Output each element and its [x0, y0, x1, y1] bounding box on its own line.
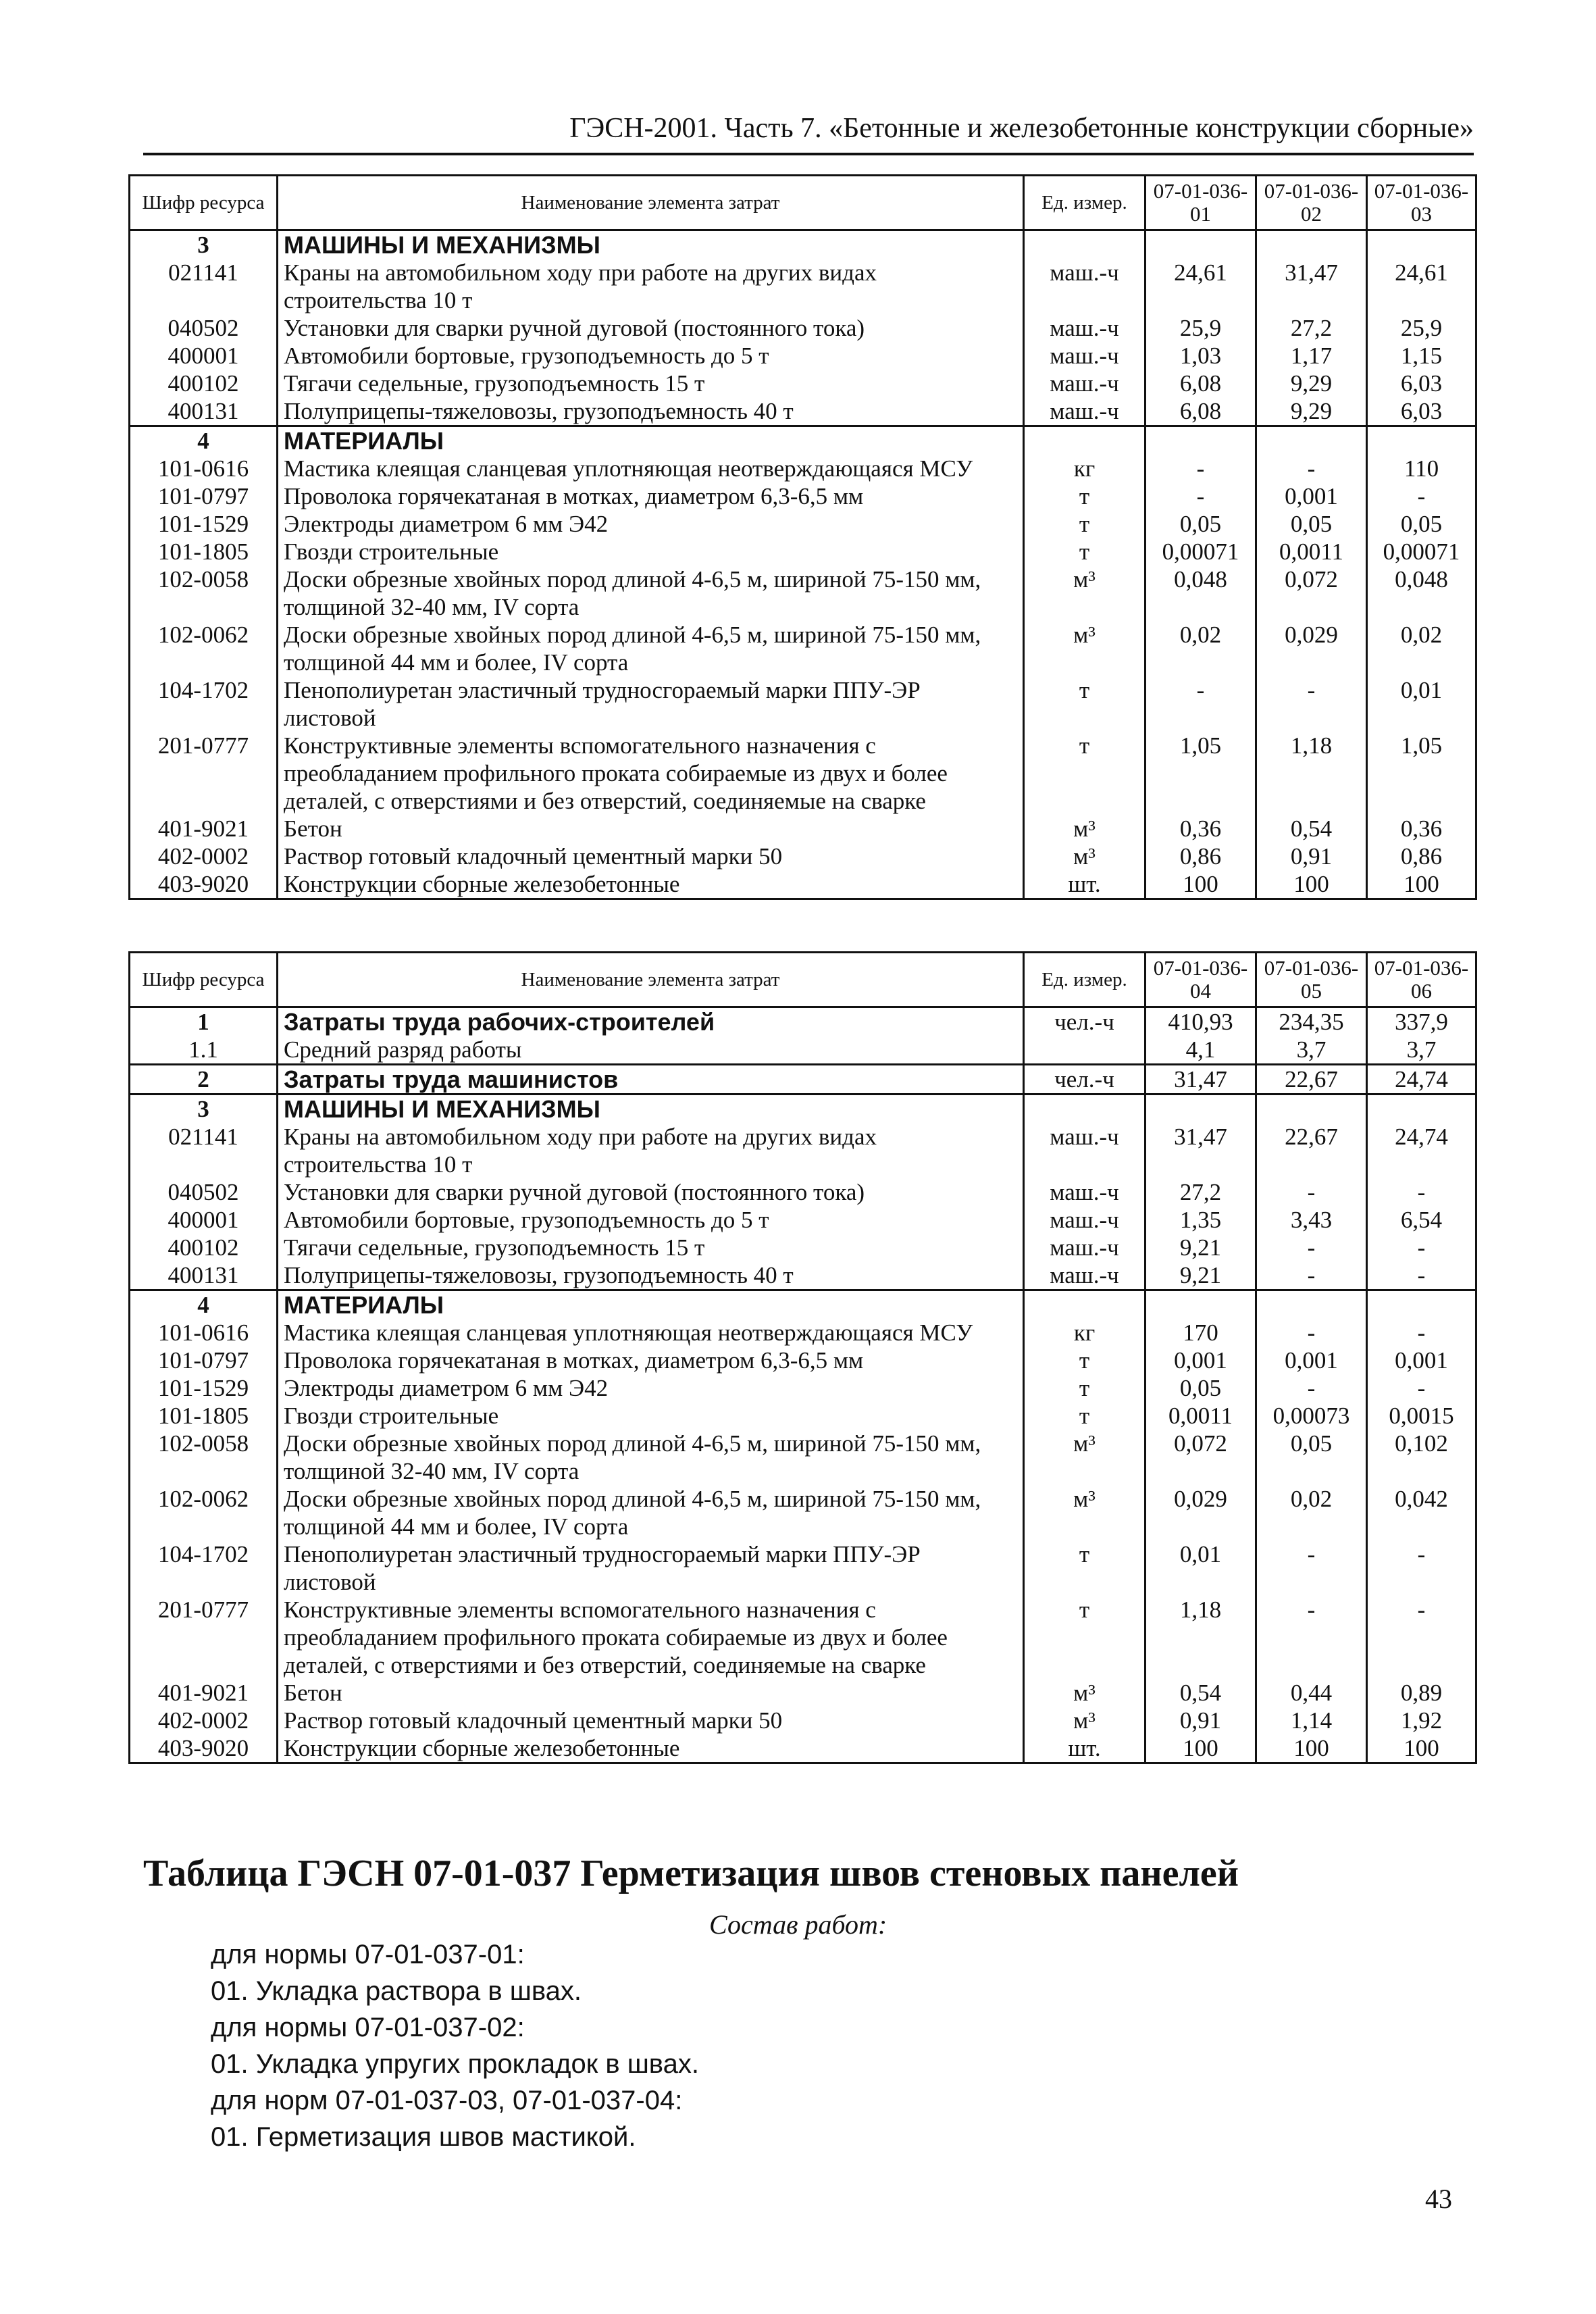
table-row — [130, 842, 1476, 870]
value-col-3: 1,92 — [1367, 1707, 1476, 1734]
resource-code: 400102 — [130, 1234, 278, 1261]
resource-code: 021141 — [130, 259, 278, 314]
table-row — [130, 1290, 1476, 1319]
resource-name: Пенополиуретан эластичный трудносгораемый марки ППУ-ЭР листовой — [278, 676, 1024, 732]
value-col-2: 9,29 — [1256, 370, 1367, 397]
unit: маш.-ч — [1024, 314, 1145, 342]
work-item: для норм 07-01-037-03, 07-01-037-04: — [211, 2086, 683, 2115]
value-col-2: 0,02 — [1256, 1485, 1367, 1540]
resource-name: Пенополиуретан эластичный трудносгораемый марки ППУ-ЭР листовой — [278, 1540, 1024, 1596]
value-col-3: 100 — [1367, 1734, 1476, 1763]
resource-code: 101-0616 — [130, 455, 278, 482]
unit: м³ — [1024, 565, 1145, 621]
table-row — [130, 1596, 1476, 1679]
value-col-2: - — [1256, 1596, 1367, 1679]
unit: маш.-ч — [1024, 1234, 1145, 1261]
value-col-3: 1,15 — [1367, 342, 1476, 370]
value-col-3: 6,03 — [1367, 370, 1476, 397]
resource-name: Тягачи седельные, грузоподъемность 15 т — [278, 370, 1024, 397]
resource-code: 400131 — [130, 397, 278, 426]
unit: м³ — [1024, 1485, 1145, 1540]
value-col-1: 9,21 — [1145, 1234, 1256, 1261]
resource-name: Установки для сварки ручной дуговой (постоянного тока) — [278, 314, 1024, 342]
value-col-1 — [1145, 1290, 1256, 1319]
resource-name: Тягачи седельные, грузоподъемность 15 т — [278, 1234, 1024, 1261]
resource-name: Автомобили бортовые, грузоподъемность до 5 т — [278, 1206, 1024, 1234]
resource-code: 4 — [130, 1290, 278, 1319]
resource-name: Доски обрезные хвойных пород длиной 4-6,5 м, шириной 75-150 мм, толщиной 44 мм и более, IV сорта — [278, 1485, 1024, 1540]
unit: т — [1024, 538, 1145, 565]
resource-name: Доски обрезные хвойных пород длиной 4-6,5 м, шириной 75-150 мм, толщиной 44 мм и более, IV сорта — [278, 621, 1024, 676]
value-col-3 — [1367, 230, 1476, 259]
unit: маш.-ч — [1024, 1261, 1145, 1290]
table-row — [130, 1095, 1476, 1124]
value-col-1 — [1145, 1095, 1256, 1124]
table-row — [130, 1036, 1476, 1065]
resource-code: 3 — [130, 230, 278, 259]
resource-name: Конструктивные элементы вспомогательного назначения с преобладанием профильного проката собираемые из двух и более деталей, с отверстиями и без отверстий, соединяемые на сварке — [278, 732, 1024, 815]
unit: маш.-ч — [1024, 370, 1145, 397]
resource-name: Затраты труда рабочих-строителей — [278, 1007, 1024, 1036]
value-col-1: 27,2 — [1145, 1178, 1256, 1206]
unit: маш.-ч — [1024, 259, 1145, 314]
value-col-1: 0,91 — [1145, 1707, 1256, 1734]
resource-code: 1 — [130, 1007, 278, 1036]
resource-code: 102-0058 — [130, 565, 278, 621]
work-composition-list — [211, 1936, 699, 2155]
value-col-2: - — [1256, 1540, 1367, 1596]
unit: кг — [1024, 455, 1145, 482]
table-row — [130, 1734, 1476, 1763]
value-col-3: 3,7 — [1367, 1036, 1476, 1065]
value-col-1: 25,9 — [1145, 314, 1256, 342]
resource-name: Раствор готовый кладочный цементный марки 50 — [278, 842, 1024, 870]
value-col-3: - — [1367, 482, 1476, 510]
unit: т — [1024, 732, 1145, 815]
value-col-2 — [1256, 1095, 1367, 1124]
resource-name: Установки для сварки ручной дуговой (постоянного тока) — [278, 1178, 1024, 1206]
resource-name: Краны на автомобильном ходу при работе на других видах строительства 10 т — [278, 259, 1024, 314]
col-header-norm-02: 07-01-036-02 — [1256, 176, 1367, 230]
resource-code: 102-0062 — [130, 621, 278, 676]
resource-name: Электроды диаметром 6 мм Э42 — [278, 1374, 1024, 1402]
table-row — [130, 1374, 1476, 1402]
value-col-1: - — [1145, 676, 1256, 732]
value-col-2 — [1256, 230, 1367, 259]
value-col-1: 0,02 — [1145, 621, 1256, 676]
value-col-2: - — [1256, 1234, 1367, 1261]
value-col-1: 0,05 — [1145, 1374, 1256, 1402]
value-col-1: 100 — [1145, 870, 1256, 899]
table-row — [130, 1679, 1476, 1707]
unit — [1024, 230, 1145, 259]
value-col-3 — [1367, 1095, 1476, 1124]
value-col-1: 0,029 — [1145, 1485, 1256, 1540]
value-col-2: 100 — [1256, 870, 1367, 899]
value-col-2: 3,43 — [1256, 1206, 1367, 1234]
work-item: для нормы 07-01-037-02: — [211, 2013, 525, 2042]
unit: т — [1024, 676, 1145, 732]
value-col-3: 337,9 — [1367, 1007, 1476, 1036]
value-col-3: - — [1367, 1234, 1476, 1261]
value-col-3: 1,05 — [1367, 732, 1476, 815]
resource-name: МАТЕРИАЛЫ — [278, 1290, 1024, 1319]
value-col-3: 0,36 — [1367, 815, 1476, 842]
value-col-3: - — [1367, 1540, 1476, 1596]
value-col-3: 24,74 — [1367, 1123, 1476, 1178]
value-col-2: 0,91 — [1256, 842, 1367, 870]
resource-name: Средний разряд работы — [278, 1036, 1024, 1065]
resource-name: Гвозди строительные — [278, 1402, 1024, 1430]
resource-code: 201-0777 — [130, 732, 278, 815]
resource-code: 401-9021 — [130, 815, 278, 842]
resource-name: Бетон — [278, 1679, 1024, 1707]
value-col-3: 0,0015 — [1367, 1402, 1476, 1430]
value-col-3: 0,048 — [1367, 565, 1476, 621]
table-row — [130, 1178, 1476, 1206]
value-col-1: 0,00071 — [1145, 538, 1256, 565]
resource-code: 101-0797 — [130, 482, 278, 510]
unit: т — [1024, 1540, 1145, 1596]
unit: кг — [1024, 1319, 1145, 1347]
resource-code: 400131 — [130, 1261, 278, 1290]
unit: шт. — [1024, 1734, 1145, 1763]
value-col-1: 0,86 — [1145, 842, 1256, 870]
resource-code: 402-0002 — [130, 1707, 278, 1734]
value-col-1: 31,47 — [1145, 1123, 1256, 1178]
value-col-2: 0,54 — [1256, 815, 1367, 842]
value-col-3: 24,74 — [1367, 1065, 1476, 1095]
value-col-2: - — [1256, 1319, 1367, 1347]
value-col-1: 1,35 — [1145, 1206, 1256, 1234]
unit: м³ — [1024, 815, 1145, 842]
resource-name: Полуприцепы-тяжеловозы, грузоподъемность 40 т — [278, 1261, 1024, 1290]
unit: т — [1024, 1374, 1145, 1402]
value-col-3: 6,03 — [1367, 397, 1476, 426]
table-row — [130, 1540, 1476, 1596]
resource-table-036-04-06 — [128, 951, 1477, 1764]
table-row — [130, 1347, 1476, 1374]
table-row — [130, 259, 1476, 314]
resource-code: 101-1805 — [130, 538, 278, 565]
resource-code: 2 — [130, 1065, 278, 1095]
unit: маш.-ч — [1024, 342, 1145, 370]
resource-name: Бетон — [278, 815, 1024, 842]
value-col-2: 3,7 — [1256, 1036, 1367, 1065]
table-row — [130, 342, 1476, 370]
resource-name: МАТЕРИАЛЫ — [278, 426, 1024, 455]
unit: маш.-ч — [1024, 1206, 1145, 1234]
unit: т — [1024, 510, 1145, 538]
value-col-1: 9,21 — [1145, 1261, 1256, 1290]
value-col-3: 0,001 — [1367, 1347, 1476, 1374]
value-col-1: 170 — [1145, 1319, 1256, 1347]
table-row — [130, 426, 1476, 455]
unit: чел.-ч — [1024, 1007, 1145, 1036]
unit — [1024, 426, 1145, 455]
table-row — [130, 397, 1476, 426]
table-row — [130, 1707, 1476, 1734]
table-row — [130, 1234, 1476, 1261]
resource-name: Мастика клеящая сланцевая уплотняющая неотверждающаяся МСУ — [278, 455, 1024, 482]
unit — [1024, 1095, 1145, 1124]
col-header-code: Шифр ресурса — [130, 953, 278, 1007]
resource-name: Конструктивные элементы вспомогательного назначения с преобладанием профильного проката собираемые из двух и более деталей, с отверстиями и без отверстий, соединяемые на сварке — [278, 1596, 1024, 1679]
value-col-1: 0,001 — [1145, 1347, 1256, 1374]
value-col-1: 0,05 — [1145, 510, 1256, 538]
table-row — [130, 538, 1476, 565]
col-header-unit: Ед. измер. — [1024, 953, 1145, 1007]
table-row — [130, 565, 1476, 621]
work-item: 01. Укладка раствора в швах. — [211, 1976, 582, 2006]
value-col-1 — [1145, 426, 1256, 455]
resource-code: 201-0777 — [130, 1596, 278, 1679]
col-header-norm-01: 07-01-036-01 — [1145, 176, 1256, 230]
value-col-2: 0,029 — [1256, 621, 1367, 676]
resource-name: МАШИНЫ И МЕХАНИЗМЫ — [278, 230, 1024, 259]
unit: м³ — [1024, 1430, 1145, 1485]
resource-name: Затраты труда машинистов — [278, 1065, 1024, 1095]
value-col-2: - — [1256, 676, 1367, 732]
unit: маш.-ч — [1024, 1123, 1145, 1178]
table-row — [130, 455, 1476, 482]
value-col-3: - — [1367, 1178, 1476, 1206]
table-row — [130, 1402, 1476, 1430]
value-col-2: 0,05 — [1256, 1430, 1367, 1485]
resource-name: Электроды диаметром 6 мм Э42 — [278, 510, 1024, 538]
value-col-2: 0,44 — [1256, 1679, 1367, 1707]
table-row — [130, 621, 1476, 676]
value-col-2: 1,14 — [1256, 1707, 1367, 1734]
value-col-3: 0,86 — [1367, 842, 1476, 870]
resource-code: 403-9020 — [130, 1734, 278, 1763]
table-row — [130, 1485, 1476, 1540]
table-row — [130, 1123, 1476, 1178]
unit: т — [1024, 1347, 1145, 1374]
resource-code: 104-1702 — [130, 676, 278, 732]
table-row — [130, 482, 1476, 510]
resource-name: Проволока горячекатаная в мотках, диаметром 6,3-6,5 мм — [278, 482, 1024, 510]
resource-code: 021141 — [130, 1123, 278, 1178]
resource-name: Конструкции сборные железобетонные — [278, 870, 1024, 899]
value-col-1: 0,072 — [1145, 1430, 1256, 1485]
unit: м³ — [1024, 842, 1145, 870]
unit: м³ — [1024, 1679, 1145, 1707]
col-header-name: Наименование элемента затрат — [278, 176, 1024, 230]
value-col-2: 22,67 — [1256, 1065, 1367, 1095]
value-col-1: 0,54 — [1145, 1679, 1256, 1707]
value-col-2: 0,05 — [1256, 510, 1367, 538]
table-row — [130, 815, 1476, 842]
table-row — [130, 1206, 1476, 1234]
resource-code: 040502 — [130, 1178, 278, 1206]
resource-code: 1.1 — [130, 1036, 278, 1065]
value-col-2: 0,001 — [1256, 482, 1367, 510]
table-row — [130, 314, 1476, 342]
table-row — [130, 1261, 1476, 1290]
value-col-1: - — [1145, 455, 1256, 482]
resource-code: 400102 — [130, 370, 278, 397]
resource-name: Доски обрезные хвойных пород длиной 4-6,5 м, шириной 75-150 мм, толщиной 32-40 мм, IV сорта — [278, 565, 1024, 621]
resource-code: 102-0058 — [130, 1430, 278, 1485]
unit — [1024, 1036, 1145, 1065]
value-col-1: 1,18 — [1145, 1596, 1256, 1679]
page-number: 43 — [1425, 2184, 1452, 2214]
value-col-3: 0,01 — [1367, 676, 1476, 732]
value-col-2: 0,001 — [1256, 1347, 1367, 1374]
value-col-1: 0,0011 — [1145, 1402, 1256, 1430]
table-row — [130, 676, 1476, 732]
value-col-3: - — [1367, 1261, 1476, 1290]
work-item: для нормы 07-01-037-01: — [211, 1940, 525, 1969]
composition-title: Состав работ: — [709, 1909, 887, 1940]
unit: т — [1024, 482, 1145, 510]
col-header-unit: Ед. измер. — [1024, 176, 1145, 230]
resource-name: Конструкции сборные железобетонные — [278, 1734, 1024, 1763]
table-row — [130, 230, 1476, 259]
value-col-1: - — [1145, 482, 1256, 510]
value-col-2: 31,47 — [1256, 259, 1367, 314]
resource-code: 400001 — [130, 342, 278, 370]
value-col-2: - — [1256, 1178, 1367, 1206]
table-row — [130, 870, 1476, 899]
value-col-3: 6,54 — [1367, 1206, 1476, 1234]
value-col-2: 1,17 — [1256, 342, 1367, 370]
resource-name: Раствор готовый кладочный цементный марки 50 — [278, 1707, 1024, 1734]
value-col-1: 0,36 — [1145, 815, 1256, 842]
resource-code: 101-1805 — [130, 1402, 278, 1430]
table-row — [130, 370, 1476, 397]
col-header-norm-06: 07-01-036-06 — [1367, 953, 1476, 1007]
value-col-3: 0,05 — [1367, 510, 1476, 538]
col-header-norm-04: 07-01-036-04 — [1145, 953, 1256, 1007]
resource-name: Автомобили бортовые, грузоподъемность до 5 т — [278, 342, 1024, 370]
value-col-2: - — [1256, 455, 1367, 482]
value-col-3 — [1367, 426, 1476, 455]
value-col-3: 25,9 — [1367, 314, 1476, 342]
work-item: 01. Укладка упругих прокладок в швах. — [211, 2049, 699, 2079]
value-col-2: - — [1256, 1374, 1367, 1402]
value-col-3: 24,61 — [1367, 259, 1476, 314]
unit: маш.-ч — [1024, 397, 1145, 426]
resource-table-036-01-03 — [128, 174, 1477, 900]
value-col-2 — [1256, 1290, 1367, 1319]
value-col-1: 24,61 — [1145, 259, 1256, 314]
value-col-2: 27,2 — [1256, 314, 1367, 342]
resource-name: Проволока горячекатаная в мотках, диаметром 6,3-6,5 мм — [278, 1347, 1024, 1374]
value-col-3: 100 — [1367, 870, 1476, 899]
value-col-3: 110 — [1367, 455, 1476, 482]
value-col-2: 234,35 — [1256, 1007, 1367, 1036]
table-row — [130, 1065, 1476, 1095]
value-col-1: 0,01 — [1145, 1540, 1256, 1596]
resource-code: 101-0797 — [130, 1347, 278, 1374]
value-col-3: 0,00071 — [1367, 538, 1476, 565]
value-col-2: 1,18 — [1256, 732, 1367, 815]
resource-code: 402-0002 — [130, 842, 278, 870]
value-col-2: 22,67 — [1256, 1123, 1367, 1178]
section-title: Таблица ГЭСН 07-01-037 Герметизация швов стеновых панелей — [143, 1853, 1239, 1894]
col-header-code: Шифр ресурса — [130, 176, 278, 230]
unit: чел.-ч — [1024, 1065, 1145, 1095]
resource-code: 104-1702 — [130, 1540, 278, 1596]
table-row — [130, 510, 1476, 538]
unit: м³ — [1024, 621, 1145, 676]
table-row — [130, 1430, 1476, 1485]
unit: м³ — [1024, 1707, 1145, 1734]
value-col-3: - — [1367, 1374, 1476, 1402]
value-col-2: 0,00073 — [1256, 1402, 1367, 1430]
resource-code: 4 — [130, 426, 278, 455]
value-col-3 — [1367, 1290, 1476, 1319]
resource-name: Краны на автомобильном ходу при работе на других видах строительства 10 т — [278, 1123, 1024, 1178]
resource-code: 102-0062 — [130, 1485, 278, 1540]
resource-code: 403-9020 — [130, 870, 278, 899]
col-header-norm-03: 07-01-036-03 — [1367, 176, 1476, 230]
col-header-norm-05: 07-01-036-05 — [1256, 953, 1367, 1007]
value-col-2: 9,29 — [1256, 397, 1367, 426]
unit — [1024, 1290, 1145, 1319]
resource-code: 401-9021 — [130, 1679, 278, 1707]
table-row — [130, 732, 1476, 815]
resource-code: 101-0616 — [130, 1319, 278, 1347]
running-header: ГЭСН-2001. Часть 7. «Бетонные и железобетонные конструкции сборные» — [143, 108, 1474, 155]
value-col-3: - — [1367, 1596, 1476, 1679]
resource-name: Доски обрезные хвойных пород длиной 4-6,5 м, шириной 75-150 мм, толщиной 32-40 мм, IV сорта — [278, 1430, 1024, 1485]
value-col-1: 6,08 — [1145, 397, 1256, 426]
value-col-1 — [1145, 230, 1256, 259]
work-item: 01. Герметизация швов мастикой. — [211, 2122, 636, 2152]
unit: т — [1024, 1596, 1145, 1679]
value-col-3: 0,042 — [1367, 1485, 1476, 1540]
resource-name: Гвозди строительные — [278, 538, 1024, 565]
resource-code: 040502 — [130, 314, 278, 342]
value-col-1: 1,03 — [1145, 342, 1256, 370]
resource-name: Полуприцепы-тяжеловозы, грузоподъемность 40 т — [278, 397, 1024, 426]
value-col-2: 100 — [1256, 1734, 1367, 1763]
value-col-3: 0,102 — [1367, 1430, 1476, 1485]
resource-code: 101-1529 — [130, 510, 278, 538]
value-col-3: 0,02 — [1367, 621, 1476, 676]
value-col-2: - — [1256, 1261, 1367, 1290]
value-col-1: 31,47 — [1145, 1065, 1256, 1095]
value-col-2: 0,0011 — [1256, 538, 1367, 565]
value-col-1: 4,1 — [1145, 1036, 1256, 1065]
value-col-1: 100 — [1145, 1734, 1256, 1763]
value-col-3: - — [1367, 1319, 1476, 1347]
resource-name: МАШИНЫ И МЕХАНИЗМЫ — [278, 1095, 1024, 1124]
unit: т — [1024, 1402, 1145, 1430]
unit: шт. — [1024, 870, 1145, 899]
value-col-1: 410,93 — [1145, 1007, 1256, 1036]
value-col-2 — [1256, 426, 1367, 455]
value-col-3: 0,89 — [1367, 1679, 1476, 1707]
value-col-1: 0,048 — [1145, 565, 1256, 621]
value-col-1: 6,08 — [1145, 370, 1256, 397]
table-row — [130, 1319, 1476, 1347]
table-row — [130, 1007, 1476, 1036]
col-header-name: Наименование элемента затрат — [278, 953, 1024, 1007]
resource-name: Мастика клеящая сланцевая уплотняющая неотверждающаяся МСУ — [278, 1319, 1024, 1347]
resource-code: 3 — [130, 1095, 278, 1124]
resource-code: 101-1529 — [130, 1374, 278, 1402]
value-col-1: 1,05 — [1145, 732, 1256, 815]
resource-code: 400001 — [130, 1206, 278, 1234]
value-col-2: 0,072 — [1256, 565, 1367, 621]
unit: маш.-ч — [1024, 1178, 1145, 1206]
